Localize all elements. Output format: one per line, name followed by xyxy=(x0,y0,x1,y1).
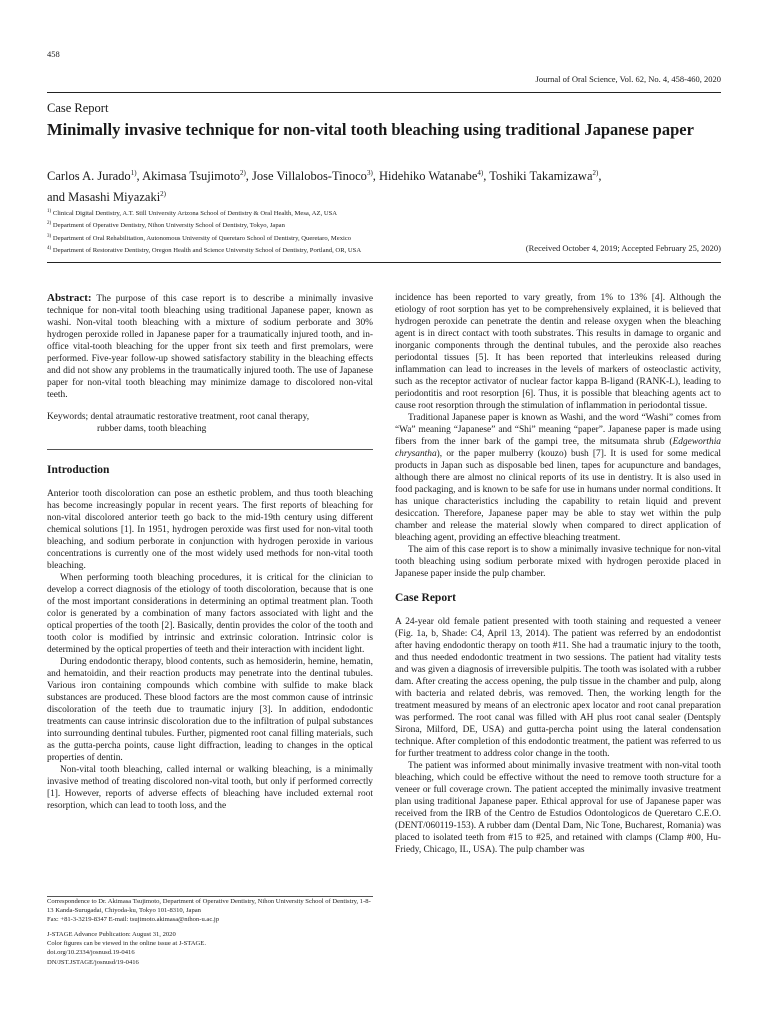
correspondence-contact: Fax: +81-3-3219-8347 E-mail: tsujimoto.akimasa@nihon-u.ac.jp xyxy=(47,916,220,924)
article-title: Minimally invasive technique for non-vital tooth bleaching using traditional Japanese paper xyxy=(47,120,694,139)
correspondence-footnote xyxy=(47,896,373,967)
page-number: 458 xyxy=(47,49,60,59)
author-list xyxy=(47,164,727,206)
color-figures-note: Color figures can be viewed in the online issue at J-STAGE. xyxy=(47,940,206,948)
author: Akimasa Tsujimoto$^{2)}$, xyxy=(142,169,253,184)
body-paragraph: incidence has been reported to vary greatly, from 1% to 13% [4]. Although the etiology of root sorption has yet to be comprehensively explained, it is believed that hydrogen peroxide can penetrate the dentin and release oxygen when the bleaching agent is in direct contact with tooth substrates. This results in damage to organic and inorganic components through the dentinal tubules, and the peroxide also reaches periodontal tissues [5]. It has been reported that interleukins released during inflammation can lead to increases in the levels of markers of osteoclastic activity, such as the receptor activator of nuclear factor kappa B-ligand (RANK-L), leading to periodontitis and root resorption [6]. Thus, it is possible that bleaching agents act to cause root resorption through the stimulation of inflammation in periodontal tissue. xyxy=(395,293,721,411)
correspondence-address: Correspondence to Dr. Akimasa Tsujimoto, Department of Operative Dentistry, Nihon University School of Dentistry, 1-8-13 Kanda-Surugadai, Chiyoda-ku, Tokyo 101-8310, Japan xyxy=(47,898,371,915)
case-paragraph: The patient was informed about minimally invasive treatment with non-vital tooth bleaching, which could be effective without the need to remove tooth structure for a veneer or full coverage crown. The patient accepted the minimally invasive treatment plan using traditional Japanese paper. Ethical approval for use of Japanese paper was received from the IRB of the Centro de Estudios Odontologicos de Queretaro C.E.O. (DENT/060119-153). A rubber dam (Dental Dam, Nic Tone, Bucharest, Romania) was placed to isolated teeth from #15 to #25, and retained with clamps (Clamp #00, Hu-Friedy, Chicago, IL, USA). The pulp chamber was xyxy=(395,761,721,855)
author: Carlos A. Jurado$^{1)}$, xyxy=(47,169,143,184)
advance-publication: J-STAGE Advance Publication: August 31, 2020 xyxy=(47,931,176,939)
header-divider xyxy=(47,92,721,93)
left-column xyxy=(47,292,373,812)
author: Toshiki Takamizawa$^{2)}$, xyxy=(489,169,602,184)
abstract: Abstract: The purpose of this case report is to describe a minimally invasive technique for non-vital tooth bleaching using traditional Japanese paper, known as washi. Non-vital tooth bleaching with a mixture of sodium perborate and 30% hydrogen peroxide rolled in Japanese paper for a traumatically injured tooth, and in-office vital-tooth bleaching for the upper front six teeth and first premolars, were performed. Five-year follow-up showed satisfactory stability in the bleaching effects and did not show any problems in the traumatically injured tooth. The use of Japanese paper for non-vital tooth bleaching may minimize damage to discolored non-vital teeth. xyxy=(47,292,373,400)
dn: DN/JST.JSTAGE/josnusd/19-0416 xyxy=(47,958,139,966)
received-dates: (Received October 4, 2019; Accepted February 25, 2020) xyxy=(525,243,721,253)
intro-paragraph: When performing tooth bleaching procedures, it is critical for the clinician to develop a correct diagnosis of the etiology of tooth discoloration, because that is one of the most important considerations in determining an optimal treatment plan. Tooth color is generated by a combination of many factors associated with light and the optical properties of the tooth [2]. Basically, dentin provides the color of the tooth and tooth color is modified by intrinsic and extrinsic coloration. Intrinsic color is determined by the optical properties of teeth and their interaction with incident light. xyxy=(47,573,373,655)
author: Jose Villalobos-Tinoco$^{3)}$, xyxy=(252,169,380,184)
doi: doi.org/10.2334/josnusd.19-0416 xyxy=(47,949,135,957)
intro-paragraph: During endodontic therapy, blood contents, such as hemosiderin, hemine, hematin, and hematoidin, and their reaction products may penetrate into the dentinal tubules. Various iron containing compounds which combine with sulfide to make black substances are produced. These blood factors are the most common cause of intrinsic discoloration of the teeth due to traumatic injury [3]. In addition, endodontic treatments can cause intrinsic discoloration due to the infiltration of pulpal substances into surrounding dentinal tubules. Further, pigmented root canal filling materials, such as the gutta-percha points, cause light diffraction, leading to changes in the optical properties of dentin. xyxy=(47,657,373,763)
affiliation: $^{1)}$ Clinical Digital Dentistry, A.T. Still University Arizona School of Dentistry & Oral Health, Mesa, AZ, USA xyxy=(47,209,338,218)
abstract-divider xyxy=(47,449,373,450)
body-paragraph: Traditional Japanese paper is known as Washi, and the word “Washi” comes from “Wa” meaning “Japanese” and “Shi” meaning “paper”. Japanese paper is made using fibers from the inner bark of the gampi tree, the mitsumata shrub (Edgeworthia chrysantha), or the paper mulberry (kouzo) bush [7]. It is used for some medical products in Japan such as disposable bed linen, tapes for acupuncture and bandages, although there are almost no clinical reports of its use in dentistry. It is also used in food packaging, and is known to be safe for use in humans under normal conditions. It has unique characteristics including the capability to retain liquid and prevent desiccation. Therefore, Japanese paper may be able to stay wet within the pulp chamber and release the material slowly when compared to direct application of bleaching agent, providing an effective bleaching treatment. xyxy=(395,413,721,543)
introduction-heading: Introduction xyxy=(47,464,110,476)
keywords: Keywords; dental atraumatic restorative treatment, root canal therapy, rubber dams, tooth bleaching xyxy=(47,412,310,434)
journal-citation: Journal of Oral Science, Vol. 62, No. 4, 458-460, 2020 xyxy=(535,74,721,84)
affiliation: $^{3)}$ Department of Oral Rehabilitation, Autonomous University of Queretaro School of Dentistry, Queretaro, Mexico xyxy=(47,233,352,242)
abstract-label: Abstract: xyxy=(47,292,92,304)
author: and Masashi Miyazaki$^{2)}$ xyxy=(47,190,167,205)
case-report-heading: Case Report xyxy=(395,592,456,604)
affiliation: $^{2)}$ Department of Operative Dentistry, Nihon University School of Dentistry, Tokyo, Japan xyxy=(47,221,285,230)
article-type: Case Report xyxy=(47,101,109,115)
body-paragraph: The aim of this case report is to show a minimally invasive technique for non-vital tooth bleaching using sodium perborate mixed with hydrogen peroxide placed in Japanese paper inside the pulp chamber. xyxy=(395,545,721,579)
intro-paragraph: Anterior tooth discoloration can pose an esthetic problem, and thus tooth bleaching has become increasingly popular in recent years. The first reports of bleaching for non-vital discolored anterior teeth go back to the mid-19th century using different chemical solutions [1]. In 1951, hydrogen peroxide was first used for non-vital tooth bleaching, and sodium perborate in conjunction with hydrogen peroxide in various concentrations is currently one of the most widely used methods for non-vital tooth bleaching. xyxy=(47,489,373,571)
right-column xyxy=(395,292,721,856)
title-divider xyxy=(47,262,721,263)
author: Hidehiko Watanabe$^{4)}$, xyxy=(379,169,490,184)
case-paragraph: A 24-year old female patient presented with tooth staining and requested a veneer (Fig. 1a, b, Shade: C4, April 13, 2014). The patient was referred by an endodontist after having endodontic therapy on tooth #11. She had a traumatic injury to the tooth, and thus needed endodontic treatment in two sessions. The patient had vitality tests and was given a diagnosis of irreversible pulpitis. The tooth was isolated with a rubber dam. After creating the access opening, the pulp tissue in the chamber and pulp, along with bacteria and related debris, was removed. Then, the working length for the treatment measured by means of an electronic apex locator and root canal preparation was performed. The root canal was filled with AH plus root canal sealer (Dentsply Sirona, Milford, DE, USA) and gutta-percha point using the lateral condensation technique. After completion of this endodontic treatment, the patient was referred to us for further treatment to address color change in the tooth. xyxy=(395,617,721,759)
affiliation: $^{4)}$ Department of Restorative Dentistry, Oregon Health and Science University School of Dentistry, Portland, OR, USA xyxy=(47,245,362,255)
intro-paragraph: Non-vital tooth bleaching, called internal or walking bleaching, is a minimally invasive method of treating discolored non-vital tooth, but only if performed correctly [1]. However, reports of adverse effects of bleaching have included external root resorption, which can lead to tooth loss, and the xyxy=(47,765,373,811)
